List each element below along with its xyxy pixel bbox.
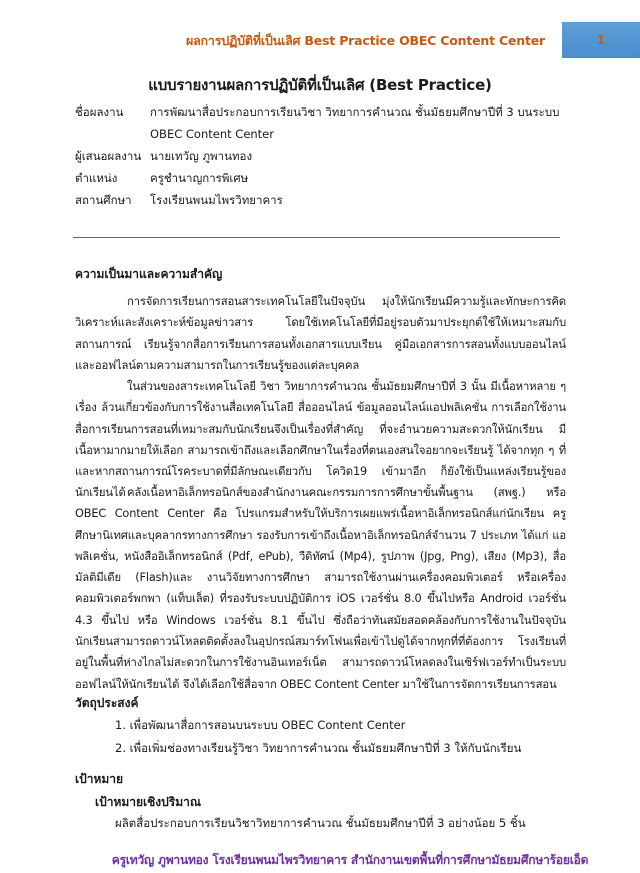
objective-item: 2. เพื่อเพิ่มช่องทางเรียนรู้วิชา วิทยาการคำนวณ ชั้นมัธยมศึกษาปีที่ 3 ให้กับนักเรียน [115, 741, 522, 755]
paragraph: คลังเนื้อหาอิเล็กทรอนิกส์ของสำนักงานคณะกรรมการการศึกษาขั้นพื้นฐาน (สพฐ.) หรือ OBEC Content Center คือ โปรแกรมสำหรับให้บริการเผยแพร่เนื้อหาอิเล็กทรอนิกส์แก่นักเรียน ครู ศึกษานิเทศและบุคลากรทางการศึกษา รองรับการเข้าถึงเนื้อหาอิเล็กทรอนิกส์จำนวน 7 ประเภท ได้แก่ แอพลิเคชั่น, หนังสืออิเล็กทรอนิกส์ (Pdf, ePub), วีดิทัศน์ (Mp4), รูปภาพ (Jpg, Png), เสียง (Mp3), สื่อมัลติมีเดีย (Flash)และ งานวิจัยทางการศึกษา สามารถใช้งานผ่านเครื่องคอมพิวเตอร์ หรือเครื่องคอมพิวเตอร์พกพา (แท็บเล็ต) ที่รองรับระบบปฏิบัติการ iOS เวอร์ชั่น 8.0 ขึ้นไปหรือ Android เวอร์ชั่น 4.3 ขึ้นไป หรือ Windows เวอร์ชั่น 8.1 ขึ้นไป ซึ่งถือว่าทันสมัยสอดคล้องกับการใช้งานในปัจจุบัน นักเรียนสามารถดาวน์โหลดติดตั้งลงในอุปกรณ์สมาร์ทโฟนเพื่อเข้าไปดูได้จากทุกที่ที่ต้องการ โรงเรียนที่อยู่ในพื้นที่ห่างไกลไม่สะดวกในการใช้งานอินเทอร์เน็ต สามารถดาวน์โหลดลงในเซิร์ฟเวอร์ทำเป็นระบบออฟไลน์ให้นักเรียนได้ จึงได้เลือกใช้สื่อจาก OBEC Content Center มาใช้ในการจัดการเรียนการสอน [75, 486, 566, 691]
info-row-position [75, 167, 570, 189]
info-value: นายเทวัญ ภูพานทอง [150, 149, 253, 163]
horizontal-divider [73, 237, 560, 238]
info-label: ชื่อผลงาน [75, 105, 124, 119]
info-value: ครูชำนาญการพิเศษ [150, 171, 249, 185]
info-label: ผู้เสนอผลงาน [75, 149, 142, 163]
section-heading-goals: เป้าหมาย [75, 772, 124, 786]
info-block [75, 101, 570, 211]
info-value: โรงเรียนพนมไพรวิทยาคาร [150, 193, 283, 207]
subsection-heading-quantitative: เป้าหมายเชิงปริมาณ [95, 795, 201, 809]
info-row-work-title [75, 101, 570, 145]
objective-item: 1. เพื่อพัฒนาสื่อการสอนบนระบบ OBEC Content Center [115, 718, 406, 732]
section-heading-objectives: วัตถุประสงค์ [75, 696, 139, 710]
info-row-presenter [75, 145, 570, 167]
paragraph: ในส่วนของสาระเทคโนโลยี วิชา วิทยาการคำนวณ ชั้นมัธยมศึกษาปีที่ 3 นั้น มีเนื้อหาหลาย ๆ เรื่อง ล้วนเกี่ยวข้องกับการใช้งานสื่อเทคโนโลยี สื่อออนไลน์ ข้อมูลออนไลน์แอปพลิเคชั่น การเลือกใช้งานสื่อการเรียนการสอนที่เหมาะสมกับนักเรียนจึงเป็นเรื่องที่สำคัญ ที่จะอำนวยความสะดวกให้นักเรียน มีเนื้อหามากมายให้เลือก สามารถเข้าถึงและเลือกศึกษาในเรื่องที่ตนเองสนใจอยากจะเรียนรู้ ได้จากทุก ๆ ที่ และหากสถานการณ์โรคระบาดที่มีลักษณะเดียวกับ โควิด19 เข้ามาอีก ก็ยังใช้เป็นแหล่งเรียนรู้ของนักเรียนได้ [75, 380, 566, 500]
info-value: การพัฒนาสื่อประกอบการเรียนวิชา วิทยาการคำนวณ ชั้นมัธยมศึกษาปีที่ 3 บนระบบ OBEC Content Center [150, 105, 560, 141]
page-number: 1 [596, 33, 606, 47]
section-heading-background: ความเป็นมาและความสำคัญ [75, 267, 223, 281]
page-footer: ครูเทวัญ ภูพานทอง โรงเรียนพนมไพรวิทยาคาร สำนักงานเขตพื้นที่การศึกษามัธยมศึกษาร้อยเอ็ด [111, 853, 589, 867]
page-number-box [562, 22, 640, 58]
document-title: แบบรายงานผลการปฏิบัติที่เป็นเลิศ (Best Practice) [148, 76, 492, 94]
info-row-school [75, 189, 570, 211]
info-label: ตำแหน่ง [75, 171, 118, 185]
quantitative-goal-text: ผลิตสื่อประกอบการเรียนวิชาวิทยาการคำนวณ ชั้นมัธยมศึกษาปีที่ 3 อย่างน้อย 5 ชิ้น [115, 816, 526, 830]
paragraph: การจัดการเรียนการสอนสาระเทคโนโลยีในปัจจุบัน มุ่งให้นักเรียนมีความรู้และทักษะการคิดวิเคราะห์และสังเคราะห์ข้อมูลข่าวสาร โดยใช้เทคโนโลยีที่มีอยู่รอบตัวมาประยุกต์ใช้ให้เหมาะสมกับสถานการณ์ เรียนรู้จากสื่อการเรียนการสอนทั้งเอกสารแบบเรียน คู่มือเอกสารการสอนทั้งแบบออนไลน์และออฟไลน์ตามความสามารถในการเรียนรู้ของแต่ละบุคคล [75, 295, 566, 372]
info-label: สถานศึกษา [75, 193, 132, 207]
running-header: ผลการปฏิบัติที่เป็นเลิศ Best Practice OBEC Content Center [185, 33, 545, 48]
